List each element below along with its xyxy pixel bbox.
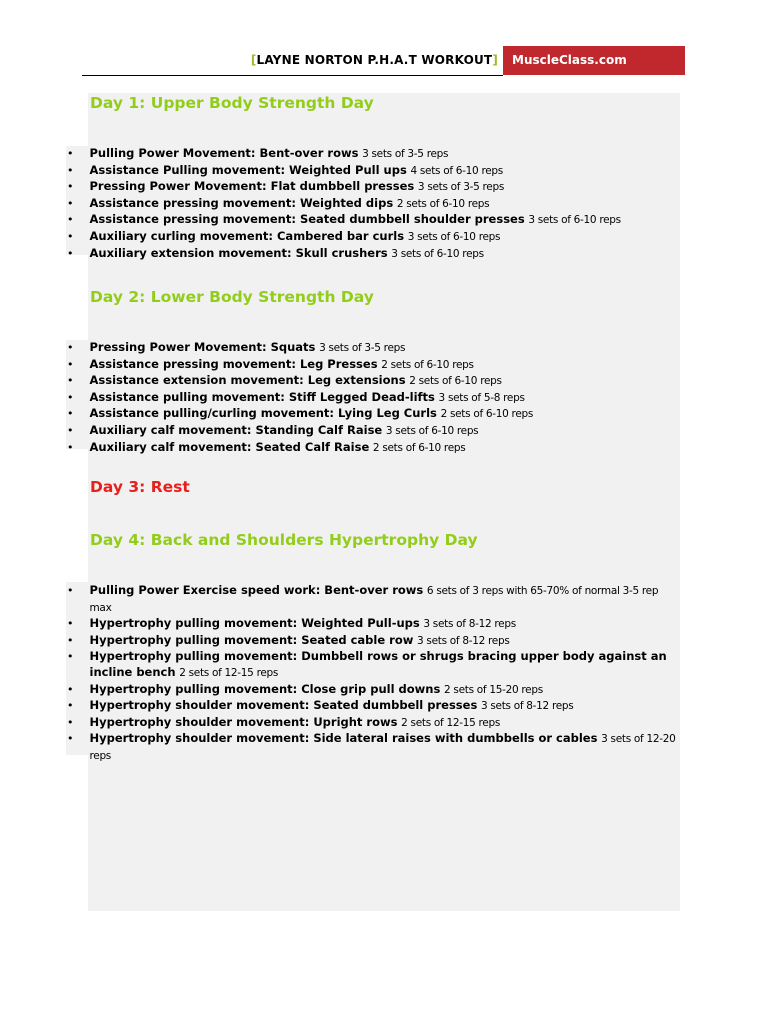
exercise-item [66,423,676,440]
exercise-name: Pressing Power Movement: Squats [89,340,316,354]
page-header [0,46,768,76]
exercise-list [66,146,676,262]
document-title [251,53,498,67]
exercise-item [66,731,676,764]
exercise-name: Auxiliary calf movement: Standing Calf Raise [89,422,383,437]
exercise-name: Hypertrophy shoulder movement: Upright rows [89,714,398,729]
day-heading: Day 4: Back and Shoulders Hypertrophy Day [90,531,478,549]
exercise-sets: 3 sets of 8-12 reps [423,618,516,631]
exercise-name: Auxiliary curling movement: Cambered bar curls [89,228,405,243]
exercise-item [66,340,676,357]
exercise-name: Hypertrophy shoulder movement: Seated dumbbell presses [89,698,478,713]
exercise-sets: 2 sets of 6-10 reps [440,408,534,421]
exercise-name: Assistance Pulling movement: Weighted Pull ups [89,162,407,177]
exercise-item [66,163,676,180]
exercise-item [66,390,676,407]
exercise-item [66,633,676,650]
exercise-sets: 2 sets of 12-15 reps [401,716,501,729]
exercise-sets: 3 sets of 6-10 reps [385,424,479,437]
exercise-sets: 2 sets of 15-20 reps [444,683,543,696]
exercise-sets: 2 sets of 6-10 reps [409,375,502,388]
exercise-name: Auxiliary extension movement: Skull crushers [89,245,388,260]
exercise-list [66,583,676,765]
exercise-item [66,373,676,390]
exercise-sets: 6 sets of 3 reps with 65-70% of normal 3-5 rep max [89,585,659,614]
exercise-list [66,340,676,456]
exercise-item [66,246,676,263]
exercise-name: Pressing Power Movement: Flat dumbbell presses [89,179,415,194]
day-heading: Day 2: Lower Body Strength Day [90,288,374,306]
exercise-sets: 3 sets of 3-5 reps [417,181,505,194]
site-badge: MuscleClass.com [503,46,685,75]
exercise-sets: 4 sets of 6-10 reps [410,164,503,177]
day-heading: Day 3: Rest [90,478,190,496]
title-bracket-open: [ [250,53,257,67]
exercise-item [66,357,676,374]
exercise-item [66,682,676,699]
exercise-name: Hypertrophy shoulder movement: Side lateral raises with dumbbells or cables [89,731,598,746]
exercise-sets: 3 sets of 6-10 reps [407,230,501,243]
exercise-name: Pulling Power Movement: Bent-over rows [89,146,359,160]
exercise-item [66,179,676,196]
title-text: LAYNE NORTON P.H.A.T WORKOUT [256,53,493,67]
exercise-sets: 3 sets of 5-8 reps [438,391,525,404]
exercise-sets: 3 sets of 6-10 reps [528,214,621,227]
exercise-name: Assistance pulling movement: Stiff Legged Dead-lifts [89,389,435,404]
exercise-item [66,196,676,213]
exercise-item [66,440,676,457]
exercise-item [66,583,676,616]
exercise-sets: 3 sets of 3-5 reps [319,342,406,354]
exercise-item [66,146,676,163]
exercise-name: Assistance pressing movement: Seated dumbbell shoulder presses [89,212,525,227]
exercise-item [66,229,676,246]
exercise-sets: 3 sets of 8-12 reps [480,700,574,713]
exercise-name: Assistance pulling/curling movement: Lying Leg Curls [89,406,437,421]
exercise-name: Hypertrophy pulling movement: Seated cable row [89,632,414,647]
title-bracket-close: ] [492,53,498,67]
exercise-sets: 3 sets of 8-12 reps [417,634,510,647]
exercise-item [66,616,676,633]
exercise-item [66,406,676,423]
exercise-name: Pulling Power Exercise speed work: Bent-over rows [89,583,424,597]
exercise-name: Assistance pressing movement: Leg Presses [89,356,378,371]
exercise-sets: 3 sets of 3-5 reps [362,148,449,160]
exercise-item [66,649,676,681]
exercise-name: Hypertrophy pulling movement: Weighted Pull-ups [89,616,420,631]
exercise-sets: 2 sets of 6-10 reps [381,358,474,371]
exercise-sets: 3 sets of 6-10 reps [391,247,484,260]
header-divider [82,75,503,76]
exercise-name: Hypertrophy pulling movement: Close grip pull downs [89,681,441,696]
exercise-name: Assistance extension movement: Leg extensions [89,373,406,388]
day-heading: Day 1: Upper Body Strength Day [90,94,374,112]
exercise-name: Hypertrophy pulling movement: Dumbbell rows or shrugs bracing upper body against an incline bench [89,649,667,679]
exercise-name: Assistance pressing movement: Weighted dips [89,195,394,210]
exercise-item [66,698,676,715]
exercise-item [66,715,676,732]
exercise-item [66,212,676,229]
exercise-sets: 3 sets of 12-20 reps [89,733,676,762]
exercise-sets: 2 sets of 12-15 reps [179,666,279,679]
exercise-name: Auxiliary calf movement: Seated Calf Raise [89,439,370,454]
exercise-sets: 2 sets of 6-10 reps [372,441,466,454]
exercise-sets: 2 sets of 6-10 reps [396,197,490,210]
